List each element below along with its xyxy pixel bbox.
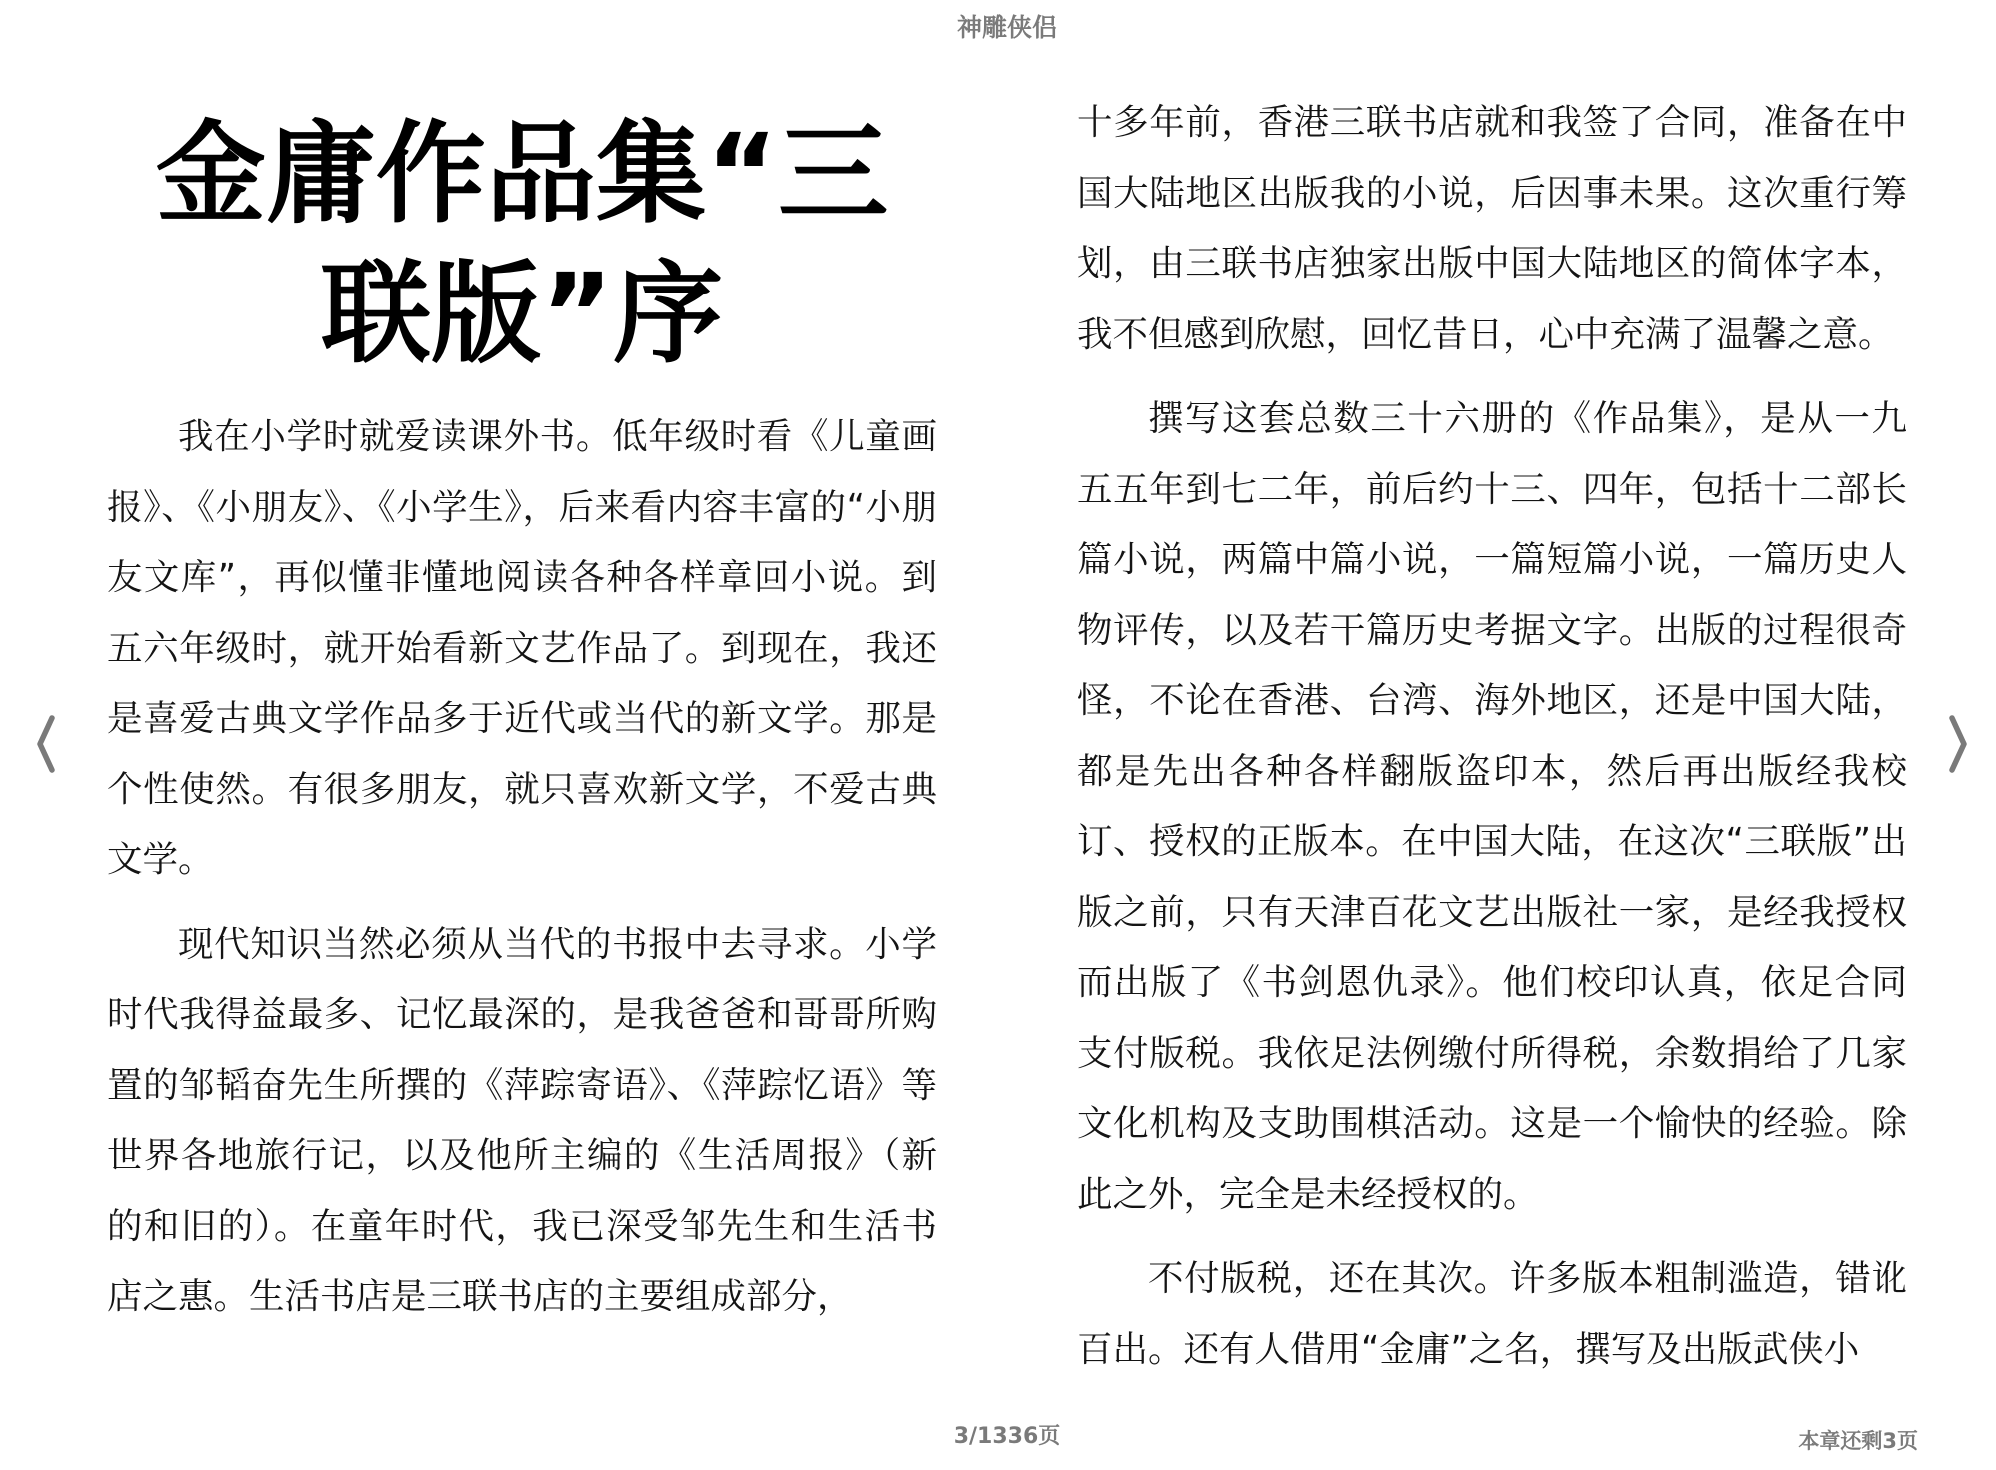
paragraph: 撰写这套总数三十六册的《作品集》，是从一九五五年到七二年，前后约十三、四年，包括十二部长篇小说，两篇中篇小说，一篇短篇小说，一篇历史人物评传，以及若干篇历史考据文字。出版的过程很奇怪，不论在香港、台湾、海外地区，还是中国大陆，都是先出各种各样翻版盗印本，然后再出版经我校订、授权的正版本。在中国大陆，在这次“三联版”出版之前，只有天津百花文艺出版社一家，是经我授权而出版了《书剑恩仇录》。他们校印认真，依足合同支付版税。我依足法例缴付所得税，余数捐给了几家文化机构及支助围棋活动。这是一个愉快的经验。除此之外，完全是未经授权的。 — [1077, 398, 1907, 1215]
previous-page-button[interactable] — [30, 712, 60, 776]
book-title: 神雕侠侣 — [956, 13, 1057, 42]
chevron-right-icon — [1944, 712, 1974, 776]
chapter-remaining-pages: 本章还剩3页 — [1798, 1429, 1918, 1453]
left-page — [107, 104, 937, 1347]
paragraph: 我在小学时就爱读课外书。低年级时看《儿童画报》、《小朋友》、《小学生》，后来看内容丰富的“小朋友文库”，再似懂非懂地阅读各种各样章回小说。到五六年级时，就开始看新文艺作品了。到现在，我还是喜爱古典文学作品多于近代或当代的新文学。那是个性使然。有很多朋友，就只喜欢新文学，不爱古典文学。 — [107, 416, 937, 880]
chapter-title: 金庸作品集“三联版”序 — [155, 110, 889, 378]
paragraph-continued: 十多年前，香港三联书店就和我签了合同，准备在中国大陆地区出版我的小说，后因事未果。这次重行筹划，由三联书店独家出版中国大陆地区的简体字本，我不但感到欣慰，回忆昔日，心中充满了温馨之意。 — [1077, 102, 1907, 355]
paragraph: 现代知识当然必须从当代的书报中去寻求。小学时代我得益最多、记忆最深的，是我爸爸和哥哥所购置的邹韬奋先生所撰的《萍踪寄语》、《萍踪忆语》等世界各地旅行记，以及他所主编的《生活周报》（新的和旧的）。在童年时代，我已深受邹先生和生活书店之惠。生活书店是三联书店的主要组成部分， — [107, 923, 937, 1317]
paragraph: 不付版税，还在其次。许多版本粗制滥造，错讹百出。还有人借用“金庸”之名，撰写及出版武侠小 — [1077, 1258, 1907, 1370]
right-page — [1077, 88, 1907, 1399]
page-indicator: 3/1336页 — [953, 1424, 1061, 1449]
chevron-left-icon — [30, 712, 60, 776]
next-page-button[interactable] — [1944, 712, 1974, 776]
